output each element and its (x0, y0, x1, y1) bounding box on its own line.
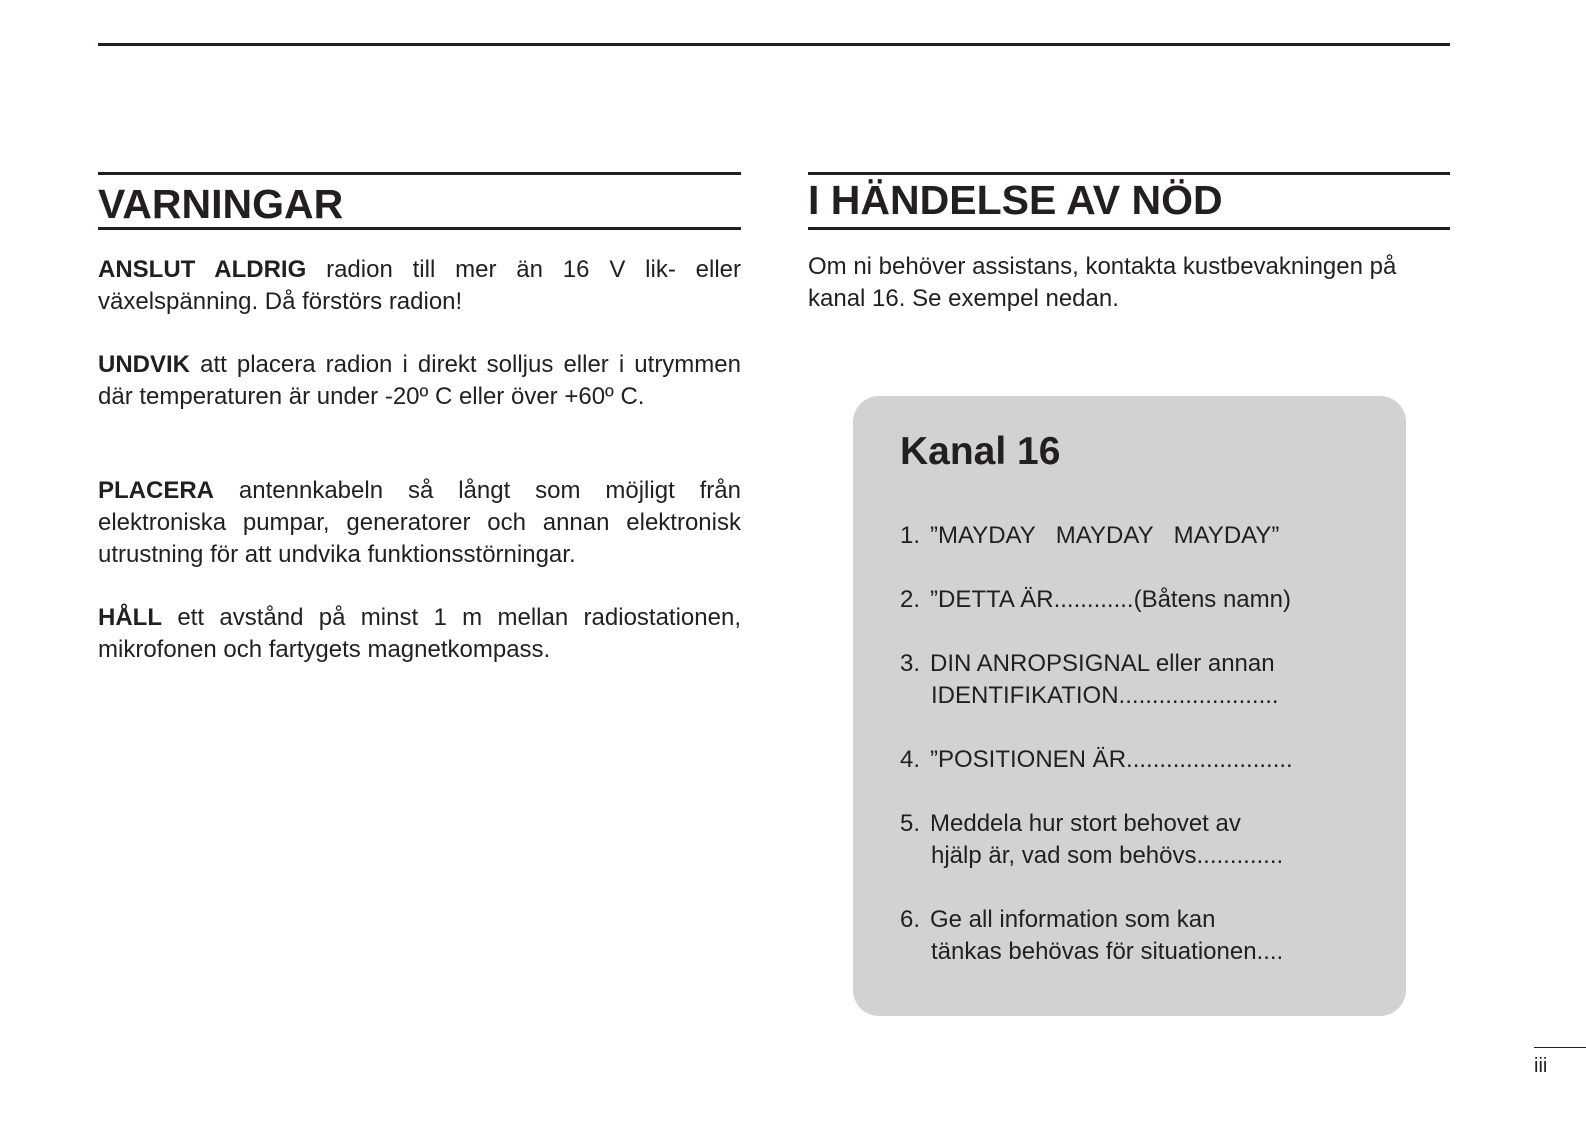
warning-paragraph (98, 475, 741, 571)
page-number-rule (1534, 1047, 1586, 1048)
step-item (900, 520, 1400, 552)
page-number: iii (1534, 1055, 1548, 1077)
warning-paragraph (98, 349, 741, 413)
step-text: ”DETTA ÄR............(Båtens namn) (930, 586, 1291, 613)
warning-paragraph (98, 254, 741, 318)
step-text: ”POSITIONEN ÄR......................... (930, 746, 1293, 773)
warning-text: att placera radion i direkt solljus eller i utrymmen där temperaturen är under -20º C eller över +60º C. (98, 351, 741, 410)
step-item (900, 648, 1400, 712)
step-text-continued: tänkas behövas för situationen.... (931, 938, 1284, 965)
emergency-title: I HÄNDELSE AV NÖD (808, 172, 1450, 230)
channel-16-box (853, 396, 1406, 1016)
warning-lead: UNDVIK (98, 351, 191, 378)
step-text: Ge all information som kan (930, 906, 1216, 933)
step-number: 4. (900, 746, 921, 773)
warning-text: ett avstånd på minst 1 m mellan radiostationen, mikrofonen och fartygets magnetkompass. (98, 604, 741, 663)
step-item (900, 584, 1400, 616)
step-text-continued: hjälp är, vad som behövs............. (931, 842, 1284, 869)
warning-lead: HÅLL (98, 604, 162, 631)
step-number: 3. (900, 650, 921, 677)
step-text: Meddela hur stort behovet av (930, 810, 1241, 837)
step-number: 2. (900, 586, 921, 613)
step-item (900, 744, 1400, 776)
box-title: Kanal 16 (900, 430, 1061, 473)
warning-paragraph (98, 602, 741, 666)
warning-lead: ANSLUT ALDRIG (98, 256, 307, 283)
emergency-intro: Om ni behöver assistans, kontakta kustbevakningen på kanal 16. Se exempel nedan. (808, 253, 1397, 312)
warnings-title: VARNINGAR (98, 172, 741, 230)
step-text: DIN ANROPSIGNAL eller annan (930, 650, 1275, 677)
step-number: 6. (900, 906, 921, 933)
step-text: ”MAYDAY MAYDAY MAYDAY” (930, 522, 1280, 549)
step-item (900, 904, 1400, 968)
warning-lead: PLACERA (98, 477, 215, 504)
step-text-continued: IDENTIFIKATION........................ (931, 682, 1279, 709)
warning-text: radion till mer än 16 V lik- eller växelspänning. Då förstörs radion! (98, 256, 742, 315)
step-number: 1. (900, 522, 921, 549)
step-number: 5. (900, 810, 921, 837)
top-rule (98, 43, 1450, 46)
warning-text: antennkabeln så långt som möjligt från elektroniska pumpar, generatorer och annan elektronisk utrustning för att undvika funktionsstörningar. (98, 477, 741, 568)
step-item (900, 808, 1400, 872)
